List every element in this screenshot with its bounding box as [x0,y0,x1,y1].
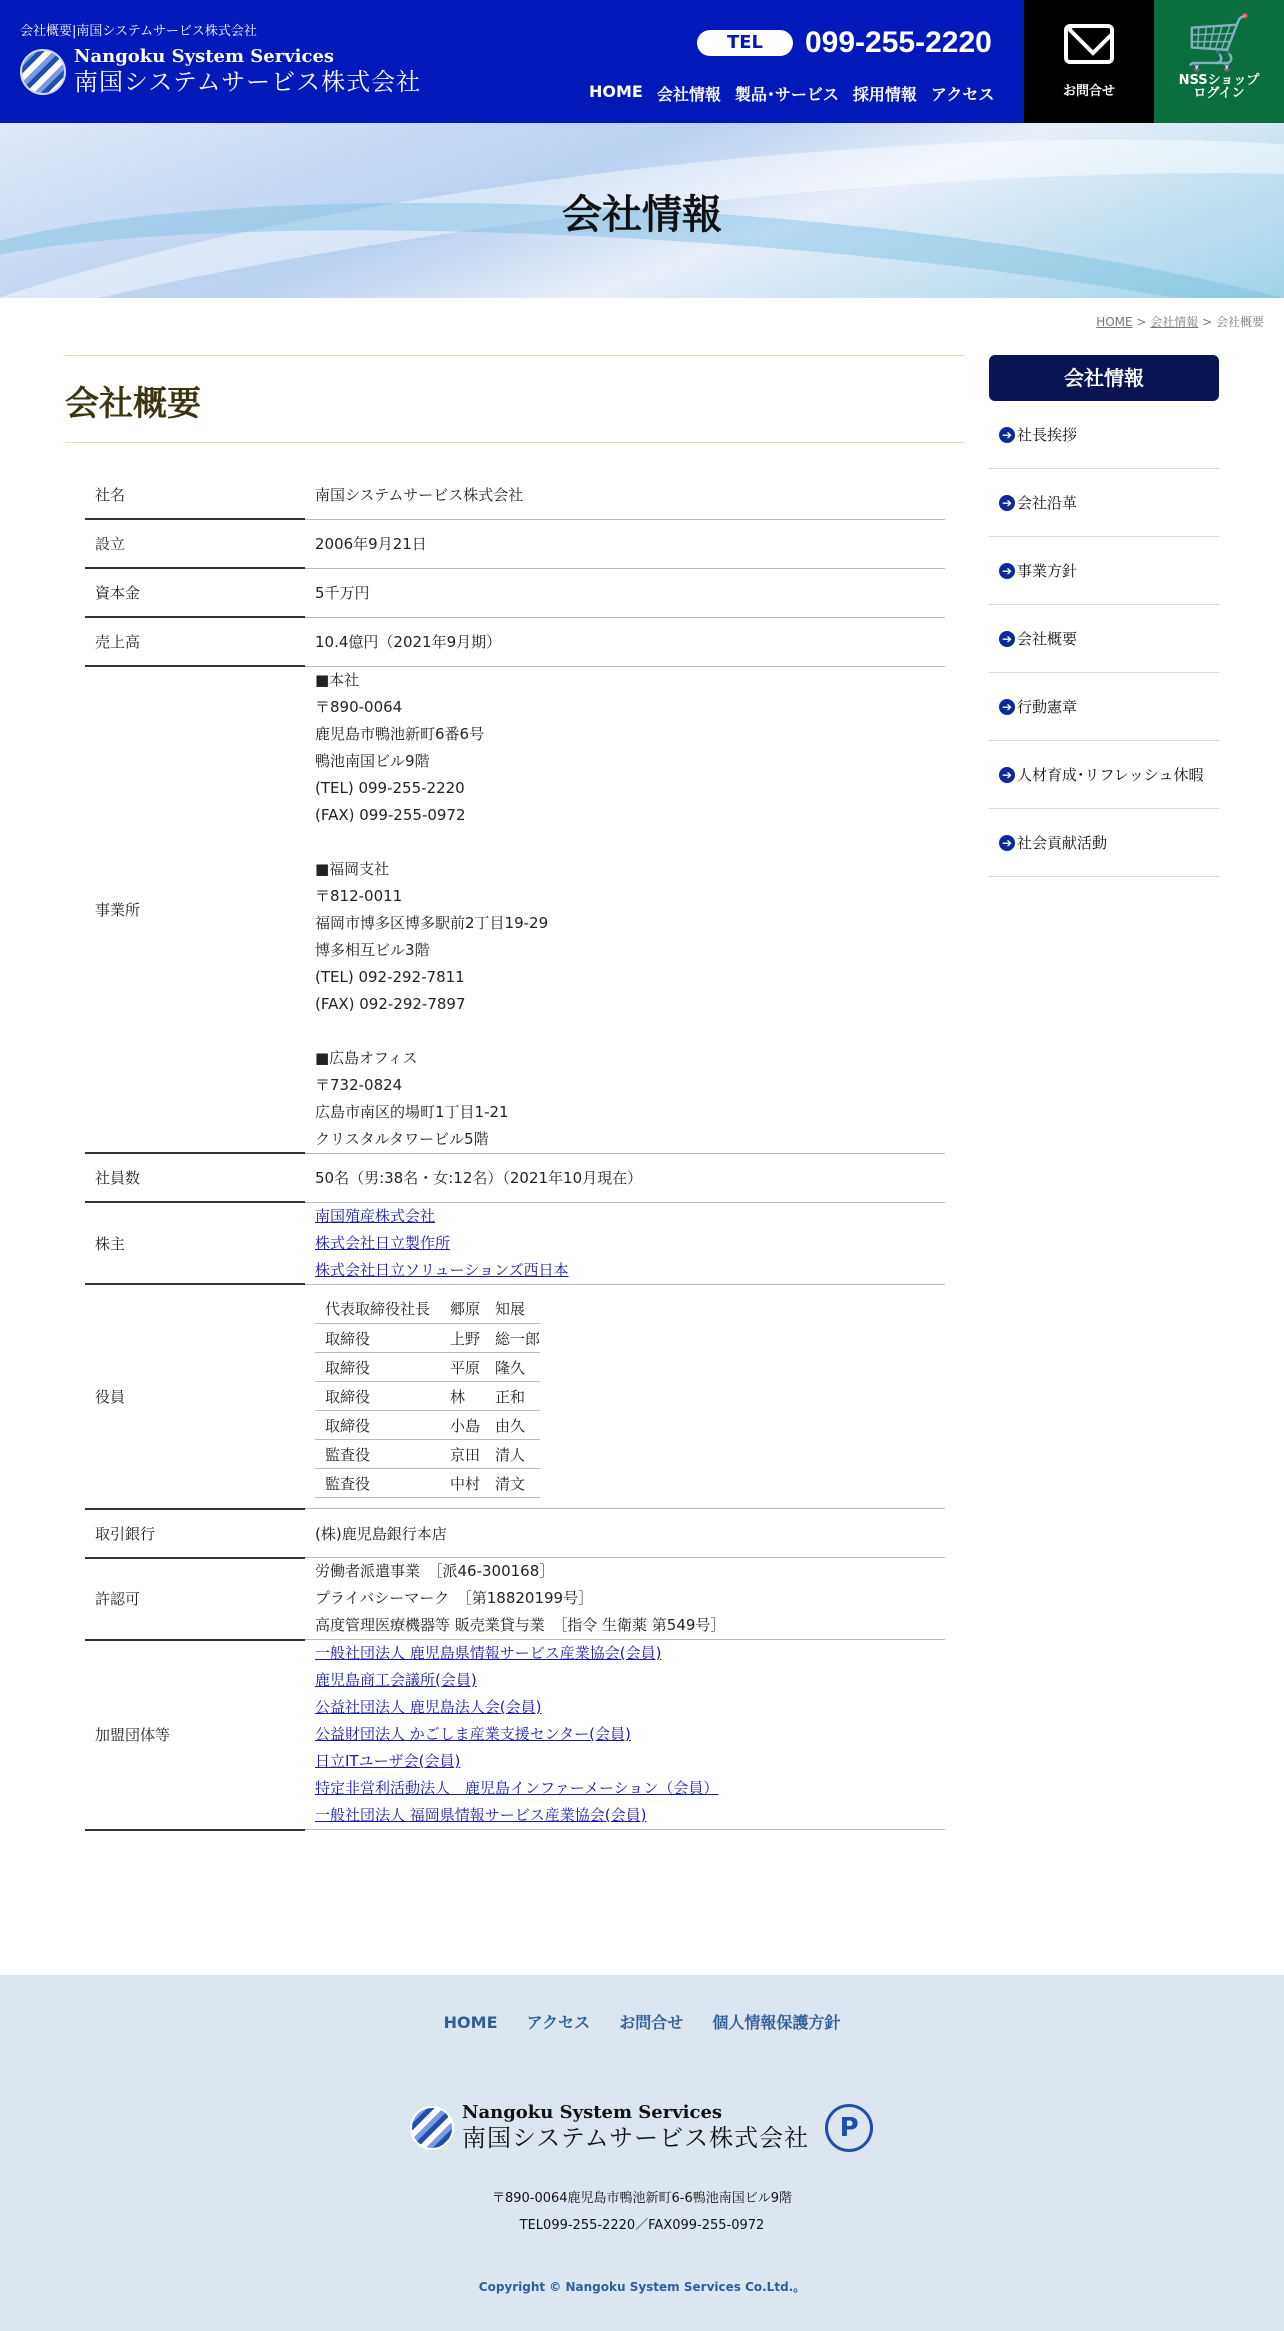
logo-ja: 南国システムサービス株式会社 [462,2124,810,2152]
office-line: 〒732-0824 [315,1075,403,1094]
nav-recruit[interactable]: 採用情報 [852,85,917,104]
row-value: (株)鹿児島銀行本店 [305,1509,945,1558]
officer-role: 取締役 [315,1411,440,1440]
sidebar-item-policy[interactable] [989,537,1219,605]
nav-company[interactable]: 会社情報 [656,85,721,104]
logo-en: Nangoku System Services [74,46,335,67]
sidebar-title: 会社情報 [989,355,1219,401]
logo-text [462,2103,809,2153]
breadcrumb-sep: > [1198,315,1216,329]
sidebar-item-hr[interactable] [989,741,1219,809]
tel-label: TEL [697,30,793,56]
office-line: 鹿児島市鴨池新町6番6号 [315,724,485,743]
table-row [85,1202,945,1284]
footer-nav [0,2010,1284,2033]
row-value: 50名（男:38名・女:12名）（2021年10月現在） [305,1153,945,1202]
shareholder-link[interactable]: 南国殖産株式会社 [315,1206,436,1225]
office-line: 広島市南区的場町1丁目1-21 [315,1102,509,1121]
contact-label: お問合せ [1062,84,1115,99]
table-row [85,666,945,1153]
footer-nav-access[interactable]: アクセス [526,2013,591,2032]
membership-link[interactable]: 公益財団法人 かごしま産業支援センター(会員) [315,1725,631,1743]
footer-address [0,2185,1284,2239]
office-line: ■広島オフィス [315,1048,418,1067]
membership-link[interactable]: 特定非営利活動法人 鹿児島インファーメーション（会員） [315,1779,719,1797]
footer-logo[interactable] [410,2103,873,2153]
officer-name: 郷原 知展 [440,1295,540,1324]
table-row [85,1284,945,1509]
table-row [85,617,945,666]
privacy-mark-icon: P [825,2104,873,2152]
row-label: 役員 [85,1284,305,1509]
section-title: 会社概要 [65,355,965,443]
office-line: (FAX) 099-255-0972 [315,805,466,824]
officer-name: 京田 清人 [440,1440,540,1469]
office-line: (TEL) 099-255-2220 [315,778,465,797]
officer-name: 中村 清文 [440,1469,540,1498]
logo-en: Nangoku System Services [462,2102,723,2123]
cart-icon: 🛒 [1185,11,1253,74]
breadcrumb-current: 会社概要 [1215,315,1264,329]
telfax-line: TEL099-255-2220／FAX099-255-0972 [519,2218,765,2233]
sidebar [989,355,1219,877]
officer-role: 取締役 [315,1382,440,1411]
table-row [85,519,945,568]
site-logo[interactable] [20,44,440,100]
row-value [305,1284,945,1509]
office-line: ■本社 [315,670,360,689]
main-content [65,355,965,1824]
footer-nav-home[interactable]: HOME [443,2013,498,2032]
shop-label-1: NSSショップ [1178,73,1260,88]
row-value: 10.4億円（2021年9月期） [305,617,945,666]
header-tagline: 会社概要|南国システムサービス株式会社 [20,24,257,39]
table-row [85,1153,945,1202]
sidebar-item-charter[interactable] [989,673,1219,741]
license-line: プライバシーマーク ［第18820199号］ [315,1589,594,1607]
row-value: 2006年9月21日 [305,519,945,568]
sidebar-item-csr[interactable] [989,809,1219,877]
nav-products[interactable]: 製品･サービス [734,85,839,104]
page-title: 会社情報 [562,192,722,238]
arrow-right-icon: ➔ [999,495,1015,511]
nav-access[interactable]: アクセス [930,85,995,104]
office-line: (FAX) 092-292-7897 [315,994,466,1013]
copyright: Copyright © Nangoku System Services Co.Ltd.。 [478,2280,806,2294]
global-nav [589,82,1008,105]
license-line: 労働者派遣事業 ［派46-300168］ [315,1562,555,1580]
office-line: 福岡市博多区博多駅前2丁目19-29 [315,913,549,932]
row-label: 許認可 [85,1558,305,1640]
sidebar-item-label: 社長挨拶 [1017,426,1078,444]
sidebar-item-label: 会社概要 [1017,630,1078,648]
footer-nav-contact[interactable]: お問合せ [619,2013,684,2032]
office-line: 鴨池南国ビル9階 [315,751,430,770]
sidebar-item-label: 会社沿革 [1017,494,1078,512]
row-value: 5千万円 [305,568,945,617]
row-label: 社名 [85,470,305,519]
row-label: 株主 [85,1202,305,1284]
arrow-right-icon: ➔ [999,699,1015,715]
mail-icon [1064,24,1114,64]
spacer [315,829,945,856]
officer-name: 小島 由久 [440,1411,540,1440]
row-label: 社員数 [85,1153,305,1202]
row-label: 売上高 [85,617,305,666]
office-line: (TEL) 092-292-7811 [315,967,465,986]
sidebar-item-overview[interactable] [989,605,1219,673]
office-line: クリスタルタワービル5階 [315,1129,489,1148]
membership-link[interactable]: 一般社団法人 福岡県情報サービス産業協会(会員) [315,1806,647,1824]
shareholder-link[interactable]: 株式会社日立ソリューションズ西日本 [315,1260,569,1279]
row-value [305,1640,945,1830]
sidebar-item-label: 行動憲章 [1017,698,1078,716]
officer-role: 代表取締役社長 [315,1295,440,1324]
table-row [85,1509,945,1558]
row-value [305,1558,945,1640]
breadcrumb-home[interactable]: HOME [1096,315,1133,329]
arrow-right-icon: ➔ [999,631,1015,647]
row-label: 資本金 [85,568,305,617]
officer-role: 監査役 [315,1469,440,1498]
office-line: 〒812-0011 [315,886,403,905]
site-header [0,0,1284,123]
page-hero [0,123,1284,298]
membership-link[interactable]: 公益社団法人 鹿児島法人会(会員) [315,1698,542,1716]
row-value [305,1202,945,1284]
sidebar-item-greeting[interactable] [989,401,1219,469]
officer-name: 上野 総一郎 [440,1324,540,1353]
sidebar-item-history[interactable] [989,469,1219,537]
membership-link[interactable]: 日立ITユーザ会(会員) [315,1752,461,1770]
arrow-right-icon: ➔ [999,563,1015,579]
tel-box [697,26,992,60]
office-line: 博多相互ビル3階 [315,940,430,959]
officer-role: 監査役 [315,1440,440,1469]
sidebar-item-label: 人材育成･リフレッシュ休暇 [1017,766,1204,784]
breadcrumb-company[interactable]: 会社情報 [1150,315,1199,329]
shop-label-2: ログイン [1193,86,1245,101]
nav-home[interactable]: HOME [589,82,643,101]
breadcrumb [1096,313,1264,330]
row-value: 南国システムサービス株式会社 [305,470,945,519]
logo-text [74,47,421,97]
sidebar-item-label: 社会貢献活動 [1017,834,1108,852]
arrow-right-icon: ➔ [999,427,1015,443]
table-row [85,470,945,519]
membership-link[interactable]: 鹿児島商工会議所(会員) [315,1671,477,1689]
officer-name: 平原 隆久 [440,1353,540,1382]
officer-role: 取締役 [315,1353,440,1382]
officers-table [315,1295,540,1499]
arrow-right-icon: ➔ [999,767,1015,783]
tel-number[interactable]: 099-255-2220 [805,26,992,59]
office-line: 〒890-0064 [315,697,403,716]
row-label: 加盟団体等 [85,1640,305,1830]
address-line: 〒890-0064鹿児島市鴨池新町6-6鴨池南国ビル9階 [491,2191,793,2206]
row-label: 取引銀行 [85,1509,305,1558]
company-info-table [85,470,945,1831]
table-row [85,568,945,617]
logo-ja: 南国システムサービス株式会社 [74,68,422,96]
table-row [85,1640,945,1830]
membership-link[interactable]: 一般社団法人 鹿児島県情報サービス産業協会(会員) [315,1644,662,1662]
sidebar-item-label: 事業方針 [1017,562,1078,580]
row-label: 事業所 [85,666,305,1153]
row-value [305,666,945,1153]
table-row [85,1558,945,1640]
arrow-right-icon: ➔ [999,835,1015,851]
license-line: 高度管理医療機器等 販売業貸与業 ［指令 生衛薬 第549号］ [315,1616,726,1634]
office-line: ■福岡支社 [315,859,390,878]
logo-mark-icon [20,49,66,95]
shop-login-button[interactable] [1154,0,1284,123]
row-label: 設立 [85,519,305,568]
shareholder-link[interactable]: 株式会社日立製作所 [315,1233,451,1252]
breadcrumb-sep: > [1132,315,1151,329]
officer-role: 取締役 [315,1324,440,1353]
contact-button[interactable] [1024,0,1154,123]
spacer [315,1018,945,1045]
logo-mark-icon [410,2106,454,2150]
footer-nav-privacy[interactable]: 個人情報保護方針 [712,2013,841,2032]
officer-name: 林 正和 [440,1382,540,1411]
site-footer [0,1975,1284,2331]
